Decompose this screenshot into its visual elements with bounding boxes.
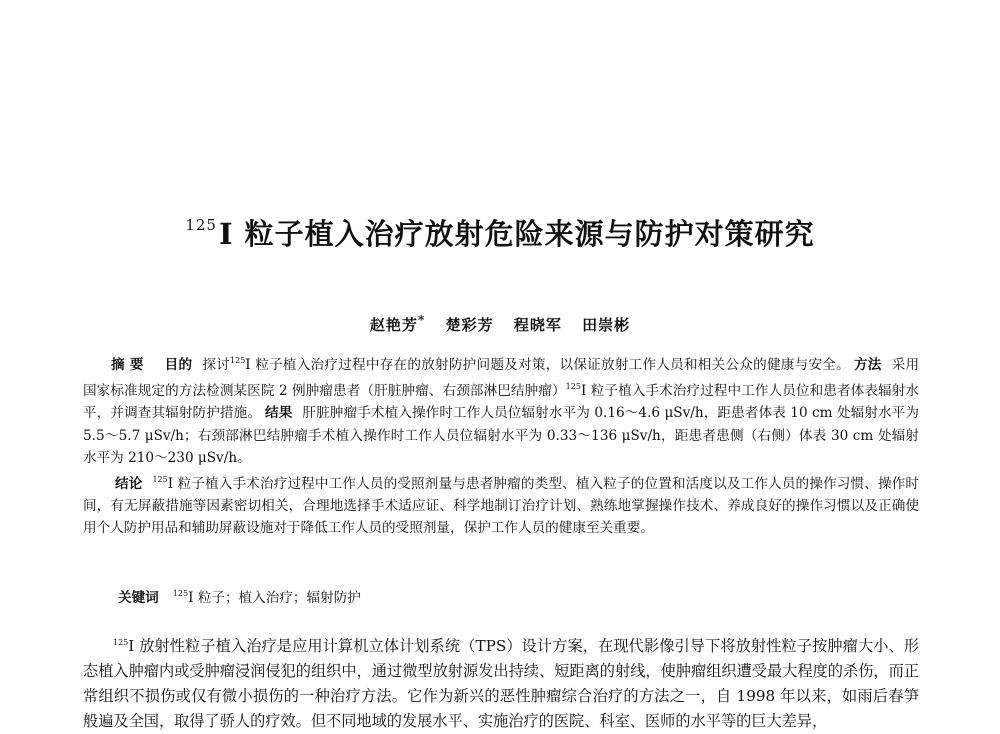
author-list [0,312,1000,335]
method-label: 方法 [853,357,882,373]
body-paragraph-1 [83,630,919,734]
isotope-superscript: 125 [113,638,129,647]
author-2: 楚彩芳 [445,316,494,334]
author-1: 赵艳芳 [369,316,418,334]
abstract-paragraph-main [83,350,919,469]
keywords-text: I 粒子；植入治疗；辐射防护 [188,590,361,606]
abstract-paragraph-conclusion [83,469,919,540]
purpose-label: 目的 [164,357,193,373]
isotope-superscript: 125 [152,475,168,485]
method-text: I 粒子植入手术治疗过程中工作人员位和患者体表辐射水平，并调查其辐射防护措施。 [83,383,919,422]
title-isotope-superscript: 125 [185,216,217,234]
purpose-pre: 探讨 [202,357,231,373]
abstract-block [83,350,919,540]
conclusion-label: 结论 [115,476,143,493]
isotope-superscript: 125 [172,589,189,598]
abstract-label: 摘要 [111,357,149,373]
purpose-text: I 粒子植入治疗过程中存在的放射防护问题及对策，以保证放射工作人员和相关公众的健康与安全。 [245,357,850,373]
isotope-superscript: 125 [230,356,246,365]
author-4: 田崇彬 [582,316,631,334]
corresponding-author-mark: * [417,312,426,327]
method-pre: 采用国家标准规定的方法检测某医院 2 例肿瘤患者（肝脏肿瘤、右颈部淋巴结肿瘤） [83,357,920,400]
isotope-superscript: 125 [565,382,581,392]
author-3: 程晓军 [513,316,562,334]
result-label: 结果 [265,405,293,422]
title-text: I 粒子植入治疗放射危险来源与防护对策研究 [218,217,815,251]
body-paragraph-1-text: I 放射性粒子植入治疗是应用计算机立体计划系统（TPS）设计方案，在现代影像引导下将放射性粒子按肿瘤大小、形态植入肿瘤内或受肿瘤浸润侵犯的组织中，通过微型放射源发出持续、短距离的射线，使肿瘤组织遭受最大程度的杀伤，而正常组织不损伤或仅有微小损伤的一种治疗方法。它作为新兴的恶性肿瘤综合治疗的方法之一，自 1998 年以来，如雨后春笋般遍及全国，取得了骄人的疗效。但不同地域的发展水平、实施治疗的医院、科室、医师的水平等的巨大差异， [83,637,919,730]
keywords-label: 关键词 [118,590,159,606]
result-text: 肝脏肿瘤手术植入操作时工作人员位辐射水平为 0.16～4.6 μSv/h，距患者体表 10 cm 处辐射水平为 5.5～5.7 μSv/h；右颈部淋巴结肿瘤手术植入操作时工作人员位辐射水平为 0.33～136 μSv/h，距患者患侧（右侧）体表 30 cm 处辐射水平为 210～230 μSv/h。 [83,405,920,466]
keywords-line [118,586,361,606]
paper-title [0,212,1000,253]
conclusion-text: I 粒子植入手术治疗过程中工作人员的受照剂量与患者肿瘤的类型、植入粒子的位置和活度以及工作人员的操作习惯、操作时间，有无屏蔽措施等因素密切相关，合理地选择手术适应证、科学地制订治疗计划、熟练地掌握操作技术、养成良好的操作习惯以及正确使用个人防护用品和辅助屏蔽设施对于降低工作人员的受照剂量，保护工作人员的健康至关重要。 [83,476,920,537]
body-text [83,630,919,734]
